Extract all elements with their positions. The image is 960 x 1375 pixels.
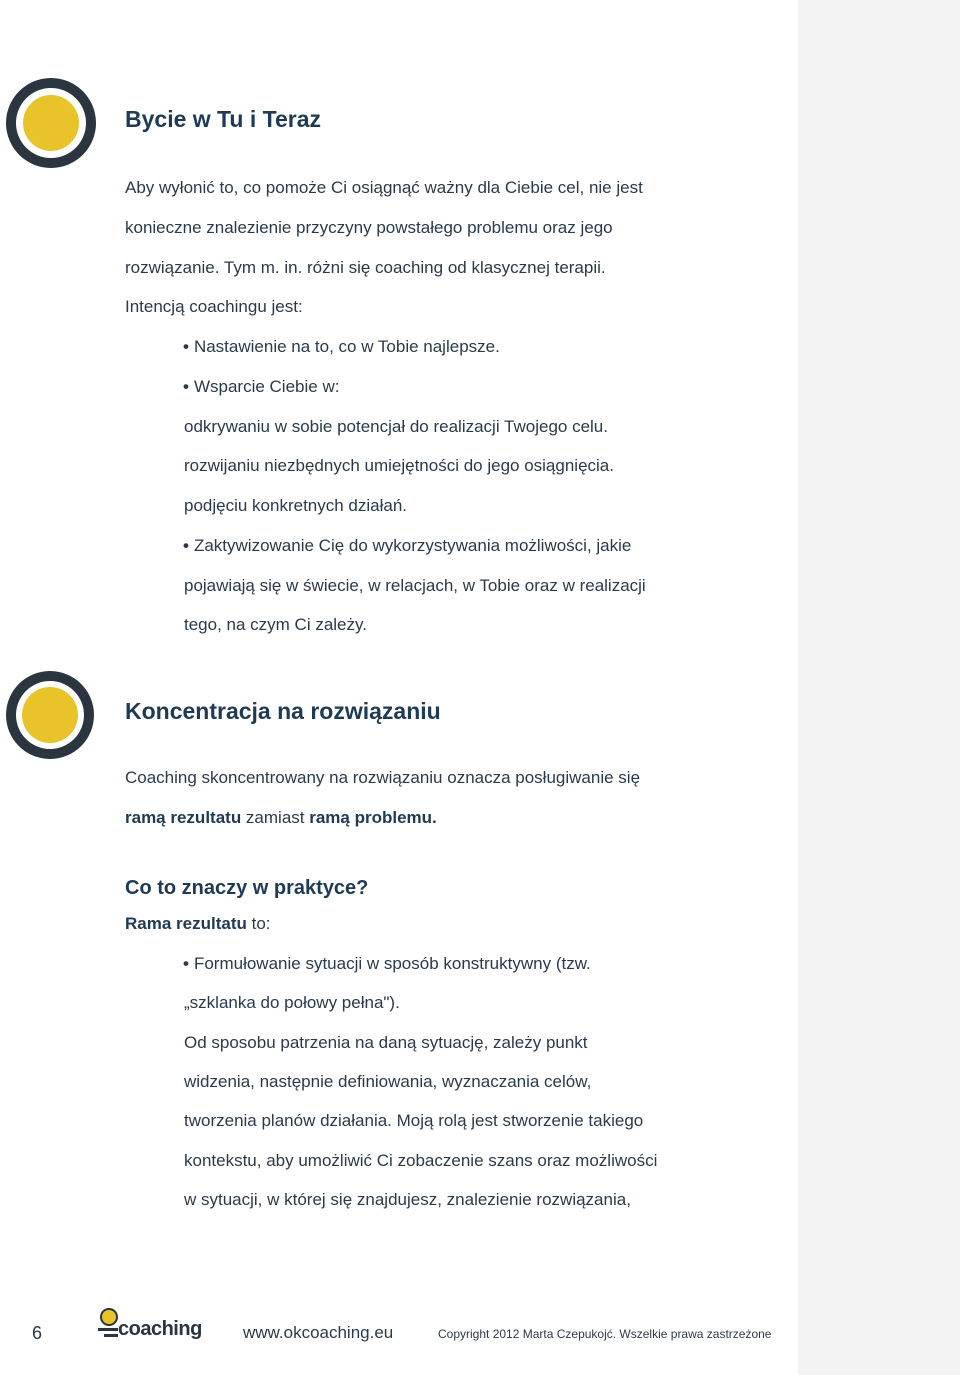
logo-dot-icon — [100, 1308, 118, 1326]
section-title-bycie: Bycie w Tu i Teraz — [125, 106, 321, 132]
connector-text: to: — [246, 914, 271, 933]
bullet-item: • Formułowanie sytuacji w sposób konstruktywny (tzw. — [183, 954, 591, 974]
paragraph-line — [125, 914, 271, 934]
yellow-dot-icon — [22, 687, 78, 743]
connector-text: zamiast — [241, 808, 310, 827]
section-title-koncentracja: Koncentracja na rozwiązaniu — [125, 698, 441, 724]
paragraph-line — [125, 808, 437, 828]
right-margin-panel — [798, 0, 960, 1375]
bullet-continuation: tego, na czym Ci zależy. — [184, 615, 367, 634]
bullet-item: • Wsparcie Ciebie w: — [183, 377, 339, 397]
paragraph-line: Aby wyłonić to, co pomoże Ci osiągnąć ważny dla Ciebie cel, nie jest — [125, 178, 643, 197]
bullet-continuation: „szklanka do połowy pełna"). — [184, 993, 400, 1012]
website-url: www.okcoaching.eu — [243, 1323, 394, 1342]
logo-text: coaching — [118, 1318, 202, 1340]
paragraph-line: kontekstu, aby umożliwić Ci zobaczenie szans oraz możliwości — [184, 1151, 658, 1170]
yellow-dot-icon — [23, 95, 79, 151]
paragraph-line: Intencją coachingu jest: — [125, 297, 303, 316]
bullet-item: • Nastawienie na to, co w Tobie najlepsze. — [183, 337, 500, 357]
paragraph-line: Od sposobu patrzenia na daną sytuację, zależy punkt — [184, 1033, 588, 1052]
paragraph-line: tworzenia planów działania. Moją rolą jest stworzenie takiego — [184, 1111, 644, 1130]
section-ring-icon — [6, 78, 96, 168]
paragraph-line: konieczne znalezienie przyczyny powstałego problemu oraz jego — [125, 218, 613, 237]
page-number: 6 — [32, 1323, 43, 1343]
logo-bar-icon — [98, 1328, 118, 1331]
sub-item: podjęciu konkretnych działań. — [184, 496, 408, 515]
copyright-notice: Copyright 2012 Marta Czepukojć. Wszelkie prawa zastrzeżone — [438, 1327, 772, 1341]
okcoaching-logo — [98, 1306, 208, 1346]
sub-item: odkrywaniu w sobie potencjał do realizacji Twojego celu. — [184, 417, 608, 436]
subheading-practice: Co to znaczy w praktyce? — [125, 877, 369, 899]
paragraph-line: widzenia, następnie definiowania, wyznaczania celów, — [184, 1072, 592, 1091]
bullet-item: • Zaktywizowanie Cię do wykorzystywania możliwości, jakie — [183, 536, 631, 556]
bold-term: ramą problemu. — [309, 808, 437, 827]
paragraph-line: rozwiązanie. Tym m. in. różni się coaching od klasycznej terapii. — [125, 258, 606, 277]
logo-bar-icon — [104, 1334, 118, 1337]
bold-term: Rama rezultatu — [125, 914, 247, 933]
paragraph-line: Coaching skoncentrowany na rozwiązaniu oznacza posługiwanie się — [125, 768, 641, 787]
paragraph-line: w sytuacji, w której się znajdujesz, znalezienie rozwiązania, — [184, 1190, 631, 1209]
bullet-continuation: pojawiają się w świecie, w relacjach, w Tobie oraz w realizacji — [184, 576, 646, 595]
bold-term: ramą rezultatu — [125, 808, 242, 827]
sub-item: rozwijaniu niezbędnych umiejętności do jego osiągnięcia. — [184, 456, 614, 475]
section-ring-icon — [6, 671, 94, 759]
